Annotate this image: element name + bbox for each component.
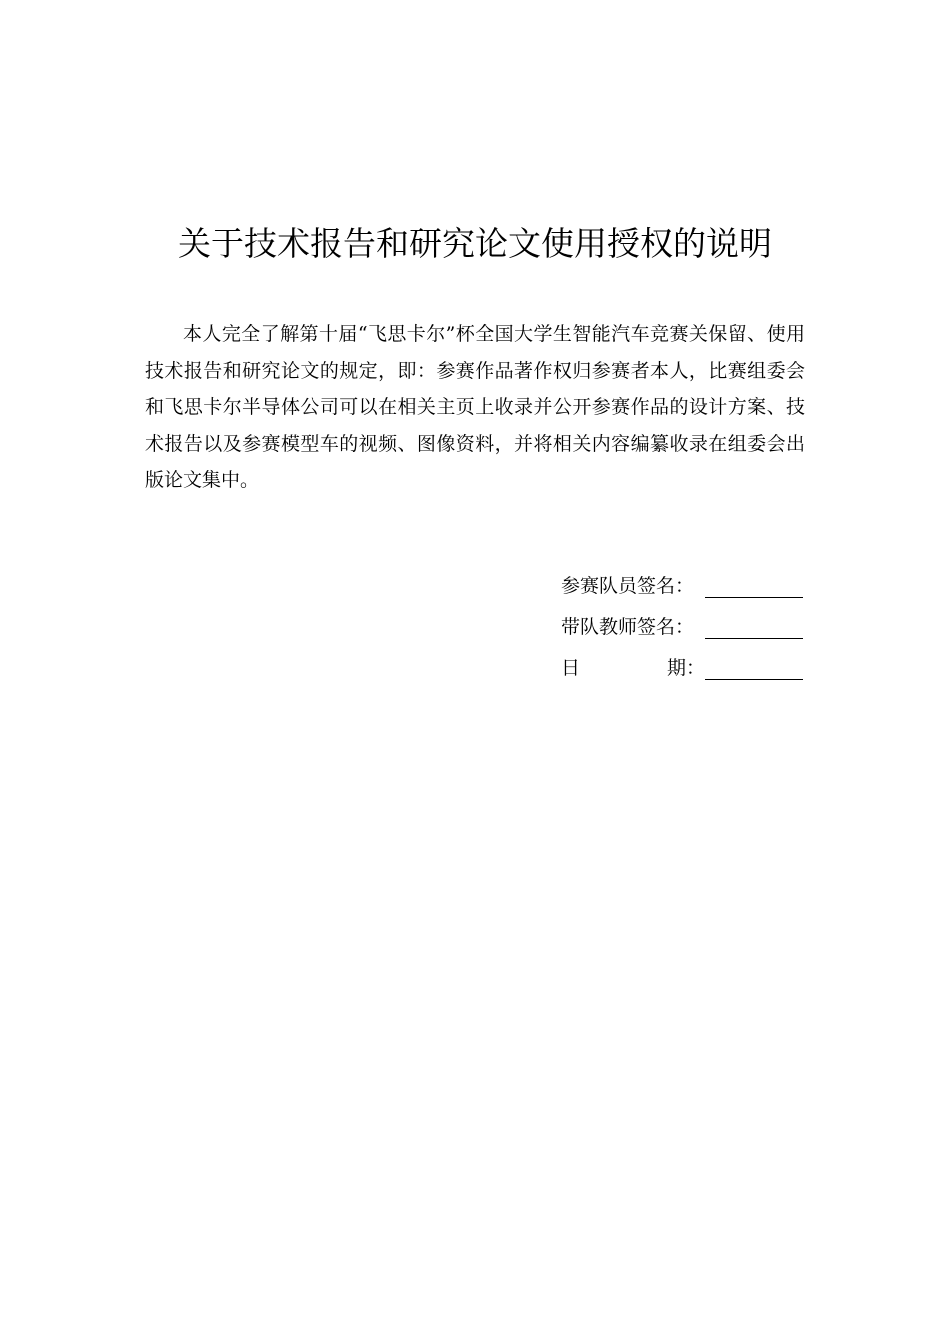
teacher-signature-line[interactable] <box>705 614 803 639</box>
authorization-paragraph: 本人完全了解第十届“飞思卡尔”杯全国大学生智能汽车竞赛关保留、使用技术报告和研究论文的规定，即：参赛作品著作权归参赛者本人，比赛组委会和飞思卡尔半导体公司可以在相关主页上收录并公开参赛作品的设计方案、技术报告以及参赛模型车的视频、图像资料，并将相关内容编纂收录在组委会出版论文集中。 <box>145 323 805 491</box>
member-signature-label: 参赛队员签名： <box>561 571 705 598</box>
colon: ： <box>685 657 705 679</box>
colon: ： <box>675 575 695 597</box>
teacher-signature-label: 带队教师签名： <box>561 612 705 639</box>
teacher-signature-row <box>561 598 811 639</box>
signature-block <box>561 557 811 680</box>
date-line[interactable] <box>705 655 803 680</box>
member-signature-row <box>561 557 811 598</box>
date-label: 日 期： <box>561 653 705 680</box>
member-signature-line[interactable] <box>705 573 803 598</box>
document-title: 关于技术报告和研究论文使用授权的说明 <box>178 224 772 263</box>
date-row <box>561 639 811 680</box>
colon: ： <box>675 616 695 638</box>
